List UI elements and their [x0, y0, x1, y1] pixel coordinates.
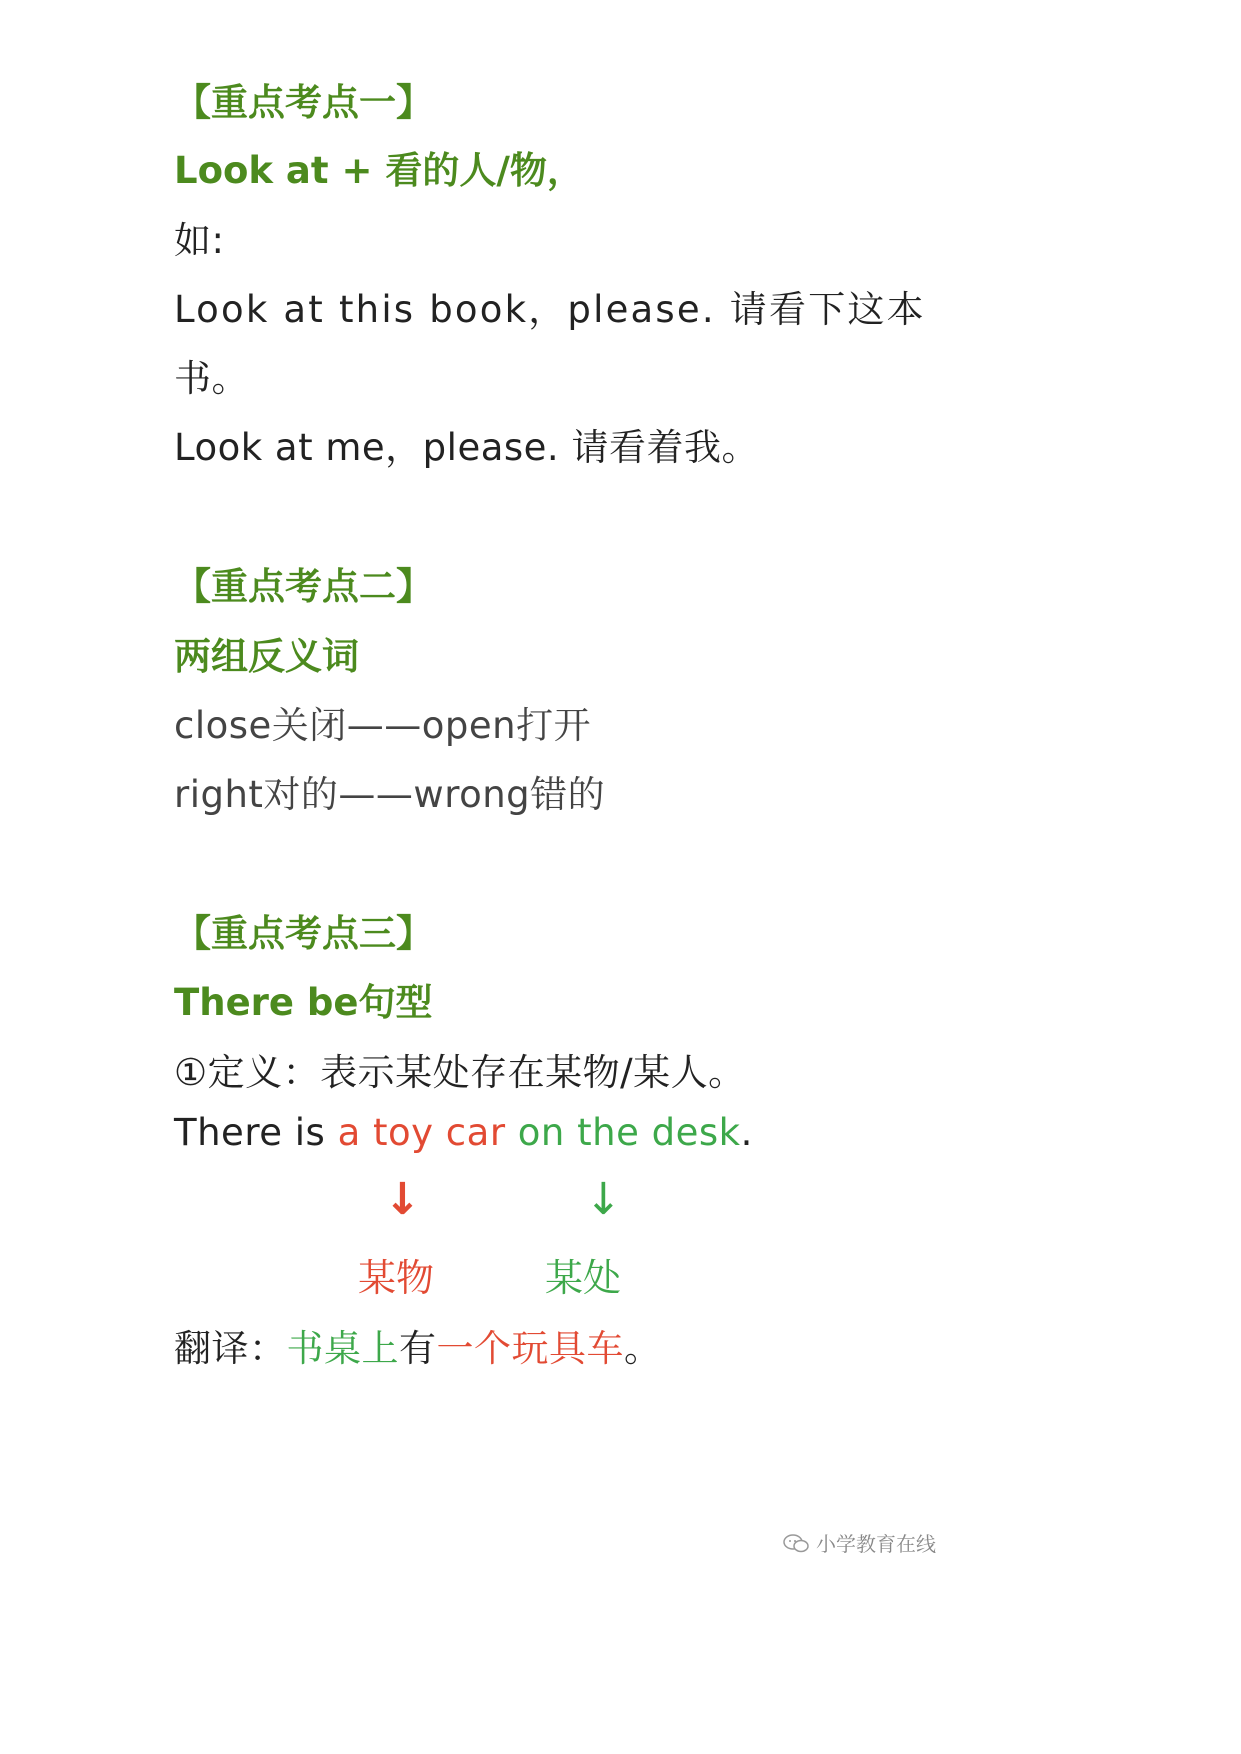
- section-3-definition: ①定义：表示某处存在某物/某人。: [174, 1051, 746, 1094]
- section-2-line-2: right对的——wrong错的: [174, 773, 606, 816]
- translation-prefix: 翻译：: [174, 1327, 287, 1370]
- section-2-line-1: close关闭——open打开: [174, 704, 592, 747]
- down-arrow-icon-thing: ↓: [384, 1174, 421, 1225]
- example-thing: a toy car: [337, 1111, 506, 1154]
- label-place: 某处: [545, 1256, 622, 1300]
- wechat-icon: [782, 1533, 810, 1553]
- section-3-subtitle: There be句型: [174, 981, 433, 1024]
- example-sentence: [174, 1111, 753, 1154]
- section-1-subtitle: Look at + 看的人/物，: [174, 149, 584, 192]
- translation-place: 书桌上: [286, 1327, 399, 1370]
- down-arrow-icon-place: ↓: [585, 1174, 622, 1225]
- section-1-line-4: Look at me，please. 请看着我。: [174, 426, 759, 469]
- section-1-line-1: 如:: [174, 219, 225, 262]
- watermark-text: 小学教育在线: [816, 1532, 936, 1556]
- example-prefix: There is: [174, 1111, 338, 1154]
- label-thing: 某物: [358, 1256, 435, 1300]
- section-1-line-3: 书。: [174, 357, 249, 400]
- section-3-heading: 【重点考点三】: [174, 912, 433, 955]
- watermark: [782, 1528, 936, 1557]
- example-space: [506, 1111, 518, 1154]
- section-1-heading: 【重点考点一】: [174, 81, 433, 124]
- section-1-line-2: Look at this book，please. 请看下这本: [174, 288, 926, 331]
- section-2-subtitle: 两组反义词: [174, 635, 359, 678]
- example-place: on the desk: [517, 1111, 741, 1154]
- example-end: .: [740, 1111, 753, 1154]
- translation-verb: 有: [399, 1327, 437, 1370]
- translation-line: [174, 1318, 662, 1372]
- section-2-heading: 【重点考点二】: [174, 565, 433, 608]
- translation-thing: 一个玩具车: [436, 1327, 624, 1370]
- translation-end: 。: [624, 1327, 662, 1370]
